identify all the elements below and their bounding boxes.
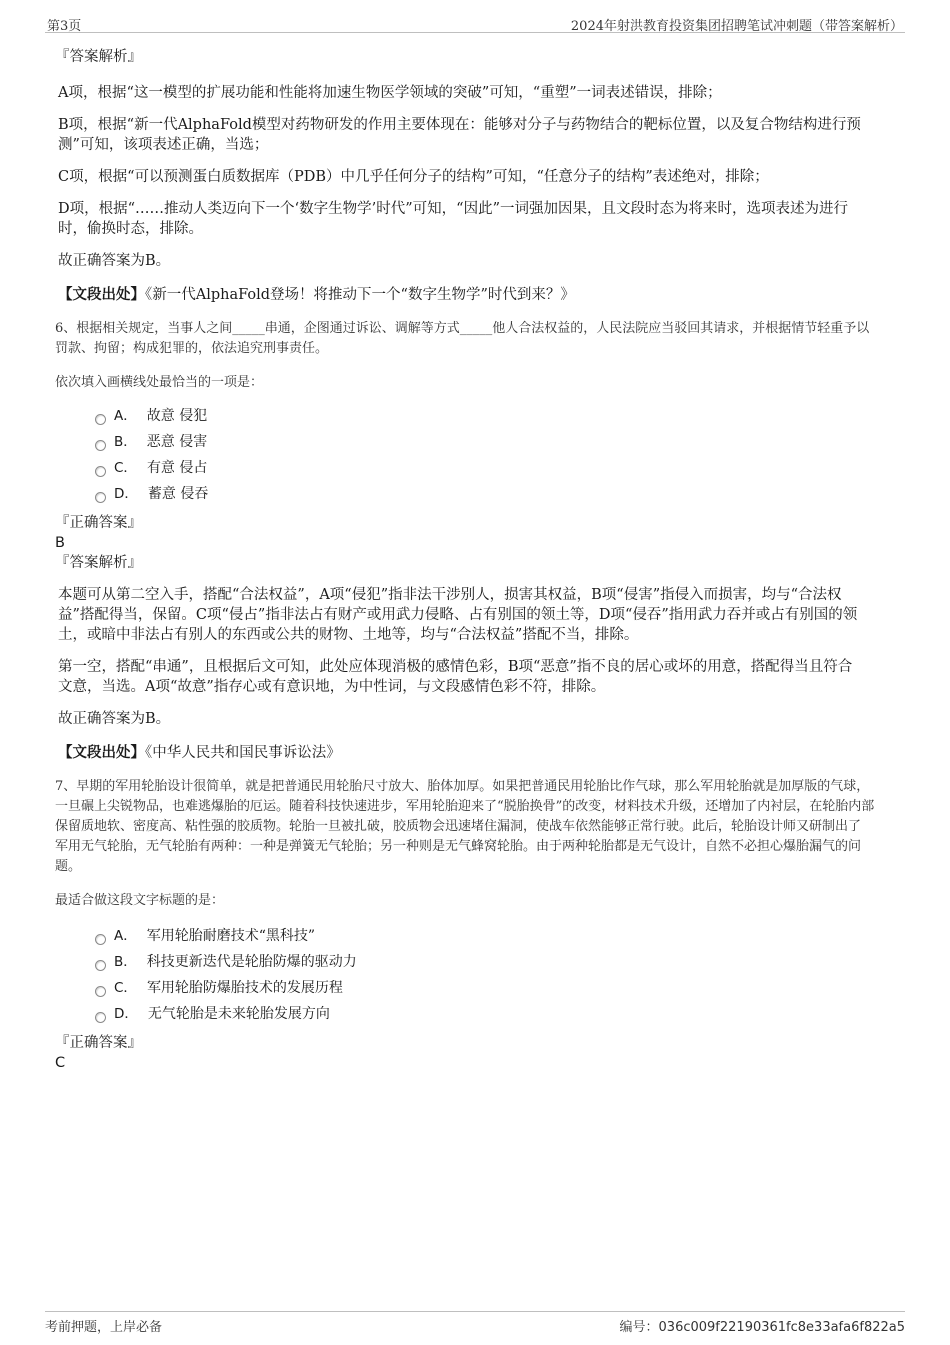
q7-stem-line2: 一旦碾上尖锐物品，也难逃爆胎的厄运。随着科技快速进步，军用轮胎迎来了“脱胎换骨”的改变，材料技术升级，还增加了内衬层，在轮胎内部 bbox=[55, 799, 875, 814]
q5-analysis-c: C项，根据“可以预测蛋白质数据库（PDB）中几乎任何分子的结构”可知，“任意分子的结构”表述绝对，排除； bbox=[58, 169, 769, 185]
q5-analysis-d bbox=[55, 199, 900, 239]
q7-stem-line5: 题。 bbox=[55, 859, 82, 874]
q6-source-label: 【文段出处】 bbox=[58, 744, 145, 761]
q6-analysis-label: 『答案解析』 bbox=[55, 555, 142, 571]
radio-button[interactable] bbox=[95, 960, 106, 971]
q7-prompt: 最适合做这段文字标题的是： bbox=[55, 893, 225, 908]
q6-stem bbox=[55, 319, 900, 359]
q6-options bbox=[55, 403, 900, 507]
q7-correct-label: 『正确答案』 bbox=[55, 1035, 142, 1051]
q7-answer: C bbox=[55, 1055, 66, 1071]
radio-button[interactable] bbox=[95, 414, 106, 425]
document-code bbox=[620, 1316, 905, 1335]
q5-conclusion: 故正确答案为B。 bbox=[58, 253, 171, 269]
q7-options bbox=[55, 923, 900, 1027]
q5-analysis-d-line1: D项，根据“……推动人类迈向下一个‘数字生物学’时代”可知，“因此”一词强加因果，且文段时态为将来时，选项表述为进行 bbox=[58, 201, 848, 217]
footer-slogan: 考前押题，上岸必备 bbox=[45, 1320, 163, 1335]
document-title: 2024年射洪教育投资集团招聘笔试冲刺题（带答案解析） bbox=[570, 19, 903, 34]
q6-stem-line1: 6、根据相关规定，当事人之间_____串通，企图通过诉讼、调解等方式_____他人合法权益的，人民法院应当驳回其请求，并根据情节轻重予以 bbox=[55, 321, 870, 336]
q7-stem bbox=[55, 777, 900, 877]
q6-answer: B bbox=[55, 535, 65, 551]
q5-analysis-label: 『答案解析』 bbox=[55, 49, 142, 65]
page-number: 第3页 bbox=[47, 19, 82, 34]
q6-analysis-p1 bbox=[55, 585, 900, 645]
q6-analysis-p2 bbox=[55, 657, 900, 697]
q6-conclusion: 故正确答案为B。 bbox=[58, 711, 171, 727]
radio-button[interactable] bbox=[95, 986, 106, 997]
document-code-label: 编号： bbox=[619, 1320, 659, 1335]
q5-source bbox=[55, 285, 900, 305]
q5-analysis-a: A项，根据“这一模型的扩展功能和性能将加速生物医学领域的突破”可知，“重塑”一词表述错误，排除； bbox=[58, 85, 722, 101]
q7-option-a[interactable]: A． 军用轮胎耐磨技术“黑科技” bbox=[95, 923, 900, 949]
radio-button[interactable] bbox=[95, 1012, 106, 1023]
radio-button[interactable] bbox=[95, 466, 106, 477]
q6-prompt: 依次填入画横线处最恰当的一项是： bbox=[55, 375, 264, 390]
q5-analysis-b bbox=[55, 115, 900, 155]
q7-stem-line3: 保留质地软、密度高、粘性强的胶质物。轮胎一旦被扎破，胶质物会迅速堵住漏洞，使战车依然能够正常行驶。此后，轮胎设计师又研制出了 bbox=[55, 819, 862, 834]
document-code-value: 036c009f22190361fc8e33afa6f822a5 bbox=[658, 1320, 905, 1335]
q6-analysis-p1-line1: 本题可从第二空入手，搭配“合法权益”，A项“侵犯”指非法干涉别人，损害其权益，B项“侵害”指侵入而损害，均与“合法权 bbox=[58, 587, 842, 603]
q7-option-d[interactable]: D． 无气轮胎是未来轮胎发展方向 bbox=[95, 1001, 900, 1027]
q6-option-b[interactable]: B． 恶意 侵害 bbox=[95, 429, 900, 455]
q5-analysis-b-line2: 测”可知，该项表述正确，当选； bbox=[58, 137, 269, 153]
q6-option-c[interactable]: C． 有意 侵占 bbox=[95, 455, 900, 481]
q6-correct-label: 『正确答案』 bbox=[55, 515, 142, 531]
q7-option-c[interactable]: C． 军用轮胎防爆胎技术的发展历程 bbox=[95, 975, 900, 1001]
page-header bbox=[45, 12, 905, 33]
q6-source bbox=[55, 743, 900, 763]
q6-analysis-p1-line2: 益”搭配得当，保留。C项“侵占”指非法占有财产或用武力侵略、占有别国的领土等，D项“侵吞”指用武力吞并或占有别国的领 bbox=[58, 607, 858, 623]
q5-source-title: 《新一代AlphaFold登场！将推动下一个“数字生物学”时代到来？》 bbox=[145, 287, 575, 303]
q6-analysis-p2-line1: 第一空，搭配“串通”，且根据后文可知，此处应体现消极的感情色彩，B项“恶意”指不良的居心或坏的用意，搭配得当且符合 bbox=[58, 659, 853, 675]
q6-option-a[interactable]: A． 故意 侵犯 bbox=[95, 403, 900, 429]
page-content bbox=[55, 44, 900, 1073]
q6-analysis-p1-line3: 土，或暗中非法占有别人的东西或公共的财物、土地等，均与“合法权益”搭配不当，排除。 bbox=[58, 627, 639, 643]
q5-analysis-b-line1: B项，根据“新一代AlphaFold模型对药物研发的作用主要体现在：能够对分子与药物结合的靶标位置，以及复合物结构进行预 bbox=[58, 117, 861, 133]
q7-option-b[interactable]: B． 科技更新迭代是轮胎防爆的驱动力 bbox=[95, 949, 900, 975]
q7-stem-line4: 军用无气轮胎，无气轮胎有两种：一种是弹簧无气轮胎；另一种则是无气蜂窝轮胎。由于两种轮胎都是无气设计，自然不必担心爆胎漏气的问 bbox=[55, 839, 862, 854]
q6-analysis-p2-line2: 文意，当选。A项“故意”指存心或有意识地，为中性词，与文段感情色彩不符，排除。 bbox=[58, 679, 606, 695]
q6-option-d[interactable]: D． 蓄意 侵吞 bbox=[95, 481, 900, 507]
q5-source-label: 【文段出处】 bbox=[58, 286, 145, 303]
radio-button[interactable] bbox=[95, 934, 106, 945]
q5-analysis-d-line2: 时，偷换时态，排除。 bbox=[58, 221, 203, 237]
q6-stem-line2: 罚款、拘留；构成犯罪的，依法追究刑事责任。 bbox=[55, 341, 329, 356]
q6-source-title: 《中华人民共和国民事诉讼法》 bbox=[145, 745, 341, 761]
q7-stem-line1: 7、早期的军用轮胎设计很简单，就是把普通民用轮胎尺寸放大、胎体加厚。如果把普通民用轮胎比作气球，那么军用轮胎就是加厚版的气球， bbox=[55, 779, 870, 794]
radio-button[interactable] bbox=[95, 440, 106, 451]
page-footer bbox=[45, 1311, 905, 1334]
radio-button[interactable] bbox=[95, 492, 106, 503]
